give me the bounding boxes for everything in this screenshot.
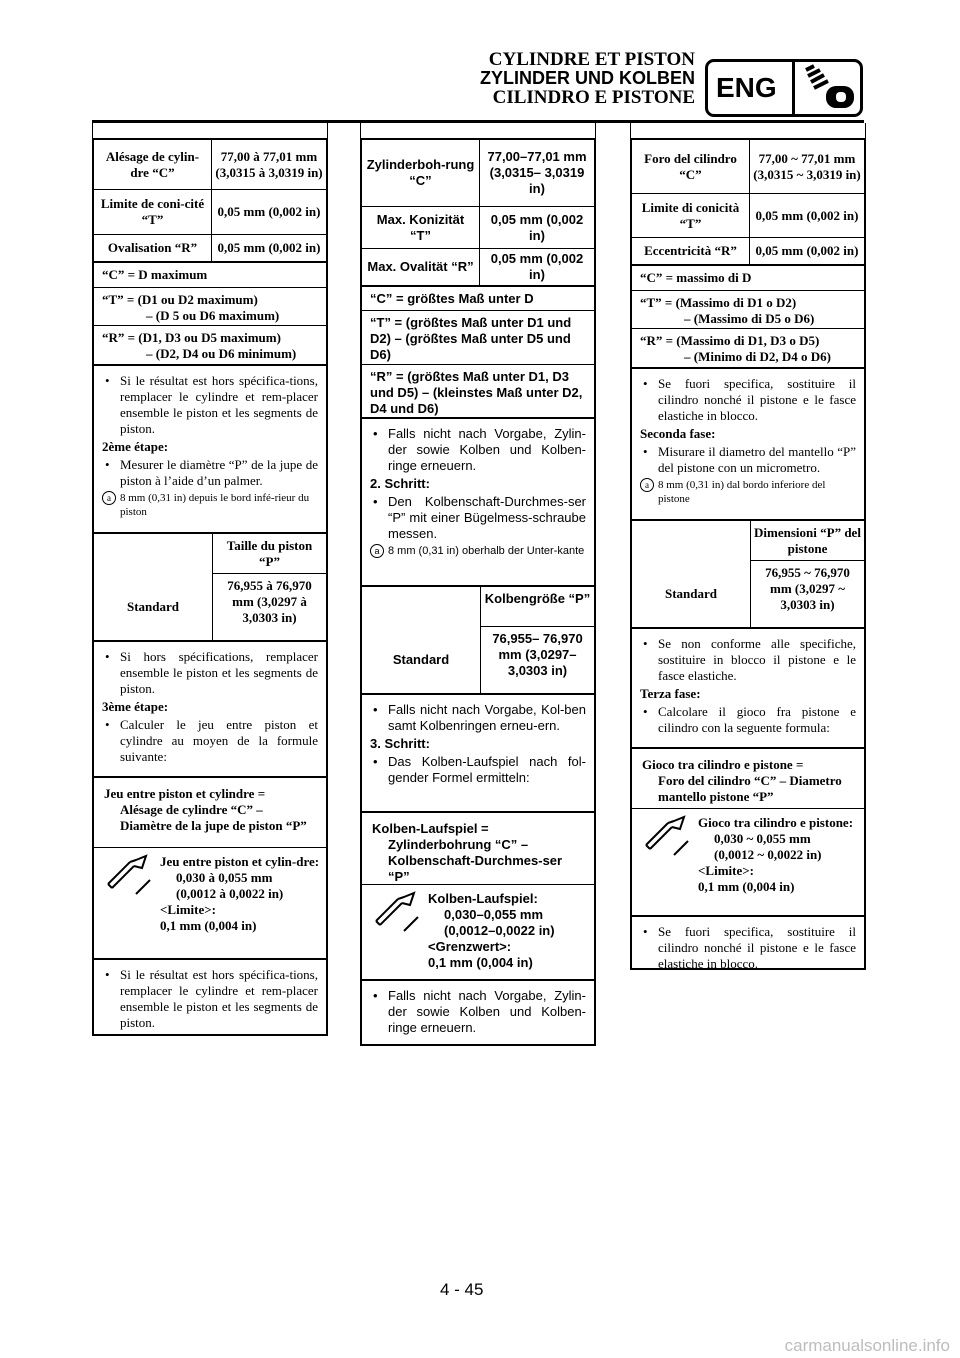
- engine-spring-icon: [800, 64, 858, 114]
- spec-label: Zylinderboh-rung “C”: [362, 140, 480, 206]
- spec-label: Max. Konizität “T”: [362, 207, 480, 248]
- step-heading: 3ème étape:: [102, 699, 169, 714]
- bullet-item: • Misurare il diametro del mantello “P” del pistone con un micrometro.: [643, 444, 856, 475]
- wrench-icon: [640, 815, 694, 869]
- limit-block: Gioco tra cilindro e pistone: 0,030 ~ 0,055 mm (0,0012 ~ 0,0022 in) <Limite>: 0,1 mm (0,004 in): [632, 809, 864, 917]
- formula-r: “R” = (D1, D3 ou D5 maximum) – (D2, D4 ou D6 minimum): [94, 326, 326, 366]
- bullet-item: • Falls nicht nach Vorgabe, Zylin-der sowie Kolben und Kolben-ringe erneuern.: [373, 988, 586, 1035]
- spec-label: Limite di conicità “T”: [632, 194, 750, 237]
- spec-row: [362, 140, 594, 207]
- header-rule: [92, 120, 864, 123]
- spec-label: Alésage de cylin-dre “C”: [94, 140, 212, 189]
- instructions-block: [632, 917, 864, 979]
- formula-t: “T” = (Massimo di D1 o D2) – (Massimo di D5 o D6): [632, 291, 864, 329]
- spec-label: Ovalisation “R”: [94, 235, 212, 261]
- clearance-formula: Kolben-Laufspiel = Zylinderbohrung “C” – Kolbenschaft-Durchmes-ser “P”: [362, 813, 594, 885]
- piston-size-table: [362, 587, 594, 695]
- page-number: 4 - 45: [440, 1280, 484, 1299]
- size-label: Standard: [632, 561, 751, 627]
- spec-row: [632, 238, 864, 266]
- instructions-block: [94, 960, 326, 1038]
- rule-stem: [327, 123, 328, 139]
- spec-value: 0,05 mm (0,002 in): [755, 243, 859, 258]
- bullet-item: • Si hors spécifications, remplacer ensemble le piston et les segments de piston.: [105, 649, 318, 696]
- wrench-icon: [370, 891, 424, 945]
- step-heading: Seconda fase:: [640, 426, 716, 441]
- size-value: 76,955– 76,970 mm (3,0297– 3,0303 in): [492, 631, 583, 678]
- step-heading: 3. Schritt:: [370, 736, 430, 751]
- size-label: Standard: [94, 574, 213, 640]
- title-french: CYLINDRE ET PISTON: [488, 49, 695, 70]
- bullet-item: • Mesurer le diamètre “P” de la jupe de piston à l’aide d’un palmer.: [105, 457, 318, 488]
- step-heading: Terza fase:: [640, 686, 701, 701]
- eng-badge: [705, 59, 863, 117]
- note-marker: a: [370, 544, 384, 558]
- spec-value: 77,00 ~ 77,01 mm (3,0315 ~ 3,0319 in): [753, 150, 861, 182]
- spec-label: Limite de coni-cité “T”: [94, 190, 212, 234]
- bullet-item: • Se non conforme alle specifiche, sostituire in blocco il pistone e le fasce elastiche.: [643, 636, 856, 683]
- clearance-formula: Gioco tra cilindro e pistone = Foro del cilindro “C” – Diametro mantello pistone “P”: [632, 749, 864, 809]
- size-label: Standard: [362, 627, 481, 693]
- step-heading: 2ème étape:: [102, 439, 169, 454]
- note-marker: a: [640, 478, 654, 492]
- spec-row: [362, 207, 594, 249]
- formula-c: “C” = massimo di D: [632, 266, 864, 291]
- rule-stem: [360, 123, 361, 139]
- bullet-item: • Si le résultat est hors spécifica-tions, remplacer le cylindre et rem-placer ensemble le piston et les segments de piston.: [105, 967, 318, 1030]
- note-item: a 8 mm (0,31 in) depuis le bord infé-rieur du piston: [102, 491, 318, 519]
- watermark: carmanualsonline.info: [784, 1336, 950, 1355]
- spec-row: [94, 190, 326, 235]
- formula-c: “C” = größtes Maß unter D: [362, 287, 594, 311]
- eng-label: ENG: [716, 72, 777, 103]
- instructions-block: [362, 695, 594, 813]
- rule-stem: [92, 123, 93, 139]
- spec-row: [94, 140, 326, 190]
- note-item: a 8 mm (0,31 in) dal bordo inferiore del pistone: [640, 478, 856, 506]
- formula-t: “T” = (D1 ou D2 maximum) – (D 5 ou D6 maximum): [94, 288, 326, 326]
- piston-size-table: [94, 534, 326, 642]
- formula-r: “R” = (größtes Maß unter D1, D3 und D5) – (kleinstes Maß unter D2, D4 und D6): [362, 365, 594, 419]
- rule-stem: [865, 123, 866, 139]
- spec-value: 0,05 mm (0,002 in): [217, 240, 321, 255]
- bullet-item: • Den Kolbenschaft-Durchmes-ser “P” mit einer Bügelmess-schraube messen.: [373, 494, 586, 541]
- limit-title: Gioco tra cilindro e pistone:: [698, 815, 854, 830]
- size-value: 76,955 à 76,970 mm (3,0297 à 3,0303 in): [227, 578, 312, 625]
- bullet-item: • Das Kolben-Laufspiel nach fol-gender Formel ermitteln:: [373, 754, 586, 785]
- bullet-item: • Se fuori specifica, sostituire il cilindro nonché il pistone e le fasce elastiche in blocco.: [643, 924, 856, 971]
- limit-block: Jeu entre piston et cylin-dre: 0,030 à 0,055 mm (0,0012 à 0,0022 in) <Limite>: 0,1 mm (0,004 in): [94, 848, 326, 960]
- spec-row: [94, 235, 326, 263]
- german-column: [360, 138, 596, 1046]
- spec-label: Max. Ovalität “R”: [362, 249, 480, 285]
- italian-column: [630, 138, 866, 970]
- spec-label: Foro del cilindro “C”: [632, 140, 750, 193]
- bullet-item: • Si le résultat est hors spécifica-tions, remplacer le cylindre et rem-placer ensemble le piston et les segments de piston.: [105, 373, 318, 436]
- piston-size-table: [632, 521, 864, 629]
- instructions-block: [632, 369, 864, 521]
- limit-title: Kolben-Laufspiel:: [428, 891, 538, 906]
- title-german: ZYLINDER UND KOLBEN: [480, 68, 695, 88]
- section-titles: [480, 50, 695, 107]
- badge-divider: [792, 62, 795, 114]
- instructions-block: [362, 981, 594, 1043]
- bullet-item: • Falls nicht nach Vorgabe, Kol-ben samt Kolbenringen erneu-ern.: [373, 702, 586, 733]
- title-italian: CILINDRO E PISTONE: [492, 87, 695, 108]
- bullet-item: • Se fuori specifica, sostituire il cilindro nonché il pistone e le fasce elastiche in blocco.: [643, 376, 856, 423]
- rule-stem: [595, 123, 596, 139]
- instructions-block: [94, 366, 326, 534]
- spec-value: 0,05 mm (0,002 in): [755, 207, 859, 223]
- rule-stem: [630, 123, 631, 139]
- note-marker: a: [102, 491, 116, 505]
- size-head: Kolbengröße “P”: [481, 587, 594, 627]
- note-item: a 8 mm (0,31 in) oberhalb der Unter-kante: [370, 544, 586, 558]
- spec-row: [362, 249, 594, 287]
- bullet-item: • Falls nicht nach Vorgabe, Zylin-der sowie Kolben und Kolben-ringe erneuern.: [373, 426, 586, 473]
- size-head: Taille du piston “P”: [213, 534, 326, 574]
- instructions-block: [632, 629, 864, 749]
- limit-title: Jeu entre piston et cylin-dre:: [160, 854, 320, 869]
- spec-value: 77,00–77,01 mm (3,0315– 3,0319 in): [487, 149, 587, 196]
- spec-value: 0,05 mm (0,002 in): [490, 211, 584, 243]
- spec-row: [632, 194, 864, 238]
- limit-block: Kolben-Laufspiel: 0,030–0,055 mm (0,0012–0,0022 in) <Grenzwert>: 0,1 mm (0,004 in): [362, 885, 594, 981]
- spec-row: [632, 140, 864, 194]
- formula-t: “T” = (größtes Maß unter D1 und D2) – (größtes Maß unter D5 und D6): [362, 311, 594, 365]
- size-value: 76,955 ~ 76,970 mm (3,0297 ~ 3,0303 in): [765, 565, 850, 612]
- spec-value: 77,00 à 77,01 mm (3,0315 à 3,0319 in): [215, 148, 323, 180]
- size-head: Dimensioni “P” del pistone: [751, 521, 864, 561]
- bullet-item: • Calcolare il gioco fra pistone e cilindro con la seguente formula:: [643, 704, 856, 735]
- bullet-item: • Calculer le jeu entre piston et cylindre au moyen de la formule suivante:: [105, 717, 318, 764]
- spec-value: 0,05 mm (0,002 in): [490, 251, 584, 282]
- step-heading: 2. Schritt:: [370, 476, 430, 491]
- clearance-formula: Jeu entre piston et cylindre = Alésage de cylindre “C” – Diamètre de la jupe de piston “P”: [94, 778, 326, 848]
- formula-c: “C” = D maximum: [94, 263, 326, 288]
- spec-value: 0,05 mm (0,002 in): [217, 204, 321, 219]
- french-column: [92, 138, 328, 1036]
- wrench-icon: [102, 854, 156, 908]
- spec-label: Eccentricità “R”: [632, 238, 750, 264]
- formula-r: “R” = (Massimo di D1, D3 o D5) – (Minimo di D2, D4 o D6): [632, 329, 864, 369]
- instructions-block: [362, 419, 594, 587]
- instructions-block: [94, 642, 326, 778]
